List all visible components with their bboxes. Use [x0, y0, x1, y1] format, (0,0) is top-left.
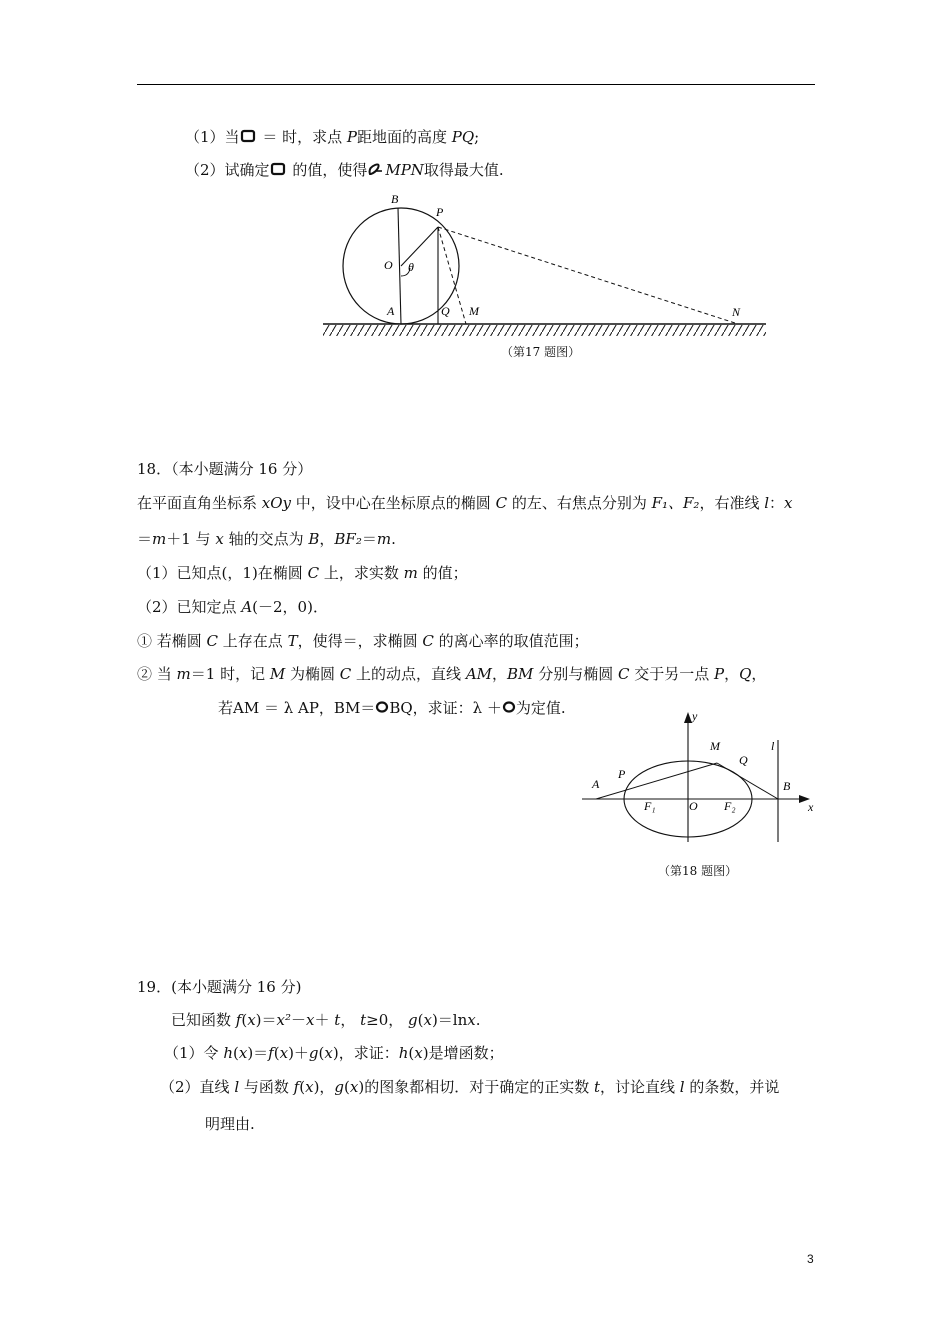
- figure-17-caption: （第17 题图）: [501, 345, 581, 359]
- label-M: M: [710, 739, 720, 753]
- q19-part2: （2）直线 l 与函数 f(x)，g(x)的图象都相切．对于确定的正实数 t，讨论直线 l 的条数，并说: [160, 1078, 780, 1096]
- line-MB: [717, 763, 778, 799]
- label-y: y: [692, 709, 698, 723]
- q18-header: 18．（本小题满分 16 分）: [137, 460, 313, 478]
- q18-sub2: ② 当 m＝1 时，记 M 为椭圆 C 上的动点，直线 AM，BM 分别与椭圆 C 交于另一点 P，Q，: [137, 665, 767, 683]
- label-O: O: [689, 799, 698, 813]
- label-A: A: [592, 777, 600, 791]
- label-Q: Q: [441, 304, 450, 318]
- label-F2: F₂: [724, 799, 736, 813]
- angle-symbol-icon: [367, 161, 385, 177]
- q18-sub1: ① 若椭圆 C 上存在点 T，使得＝，求椭圆 C 的离心率的取值范围；: [137, 632, 589, 650]
- q18-stem-line2: ＝m＋1 与 x 轴的交点为 B，BF₂＝m.: [137, 530, 396, 548]
- dashed-PN: [438, 227, 738, 324]
- theta-placeholder-icon: [240, 129, 258, 143]
- label-Q: Q: [739, 753, 748, 767]
- label-A: A: [387, 304, 395, 318]
- q18-part2: （2）已知定点 A(－2，0)．: [137, 598, 328, 616]
- line-AM: [596, 763, 717, 799]
- q19-stem: 已知函数 f(x)＝x²－x＋ t， t≥0， g(x)＝lnx.: [171, 1011, 481, 1029]
- y-axis-arrow: [684, 712, 692, 723]
- theta-placeholder-icon: [270, 162, 288, 176]
- label-M: M: [469, 304, 479, 318]
- label-B: B: [783, 779, 791, 793]
- page-number: 3: [807, 1252, 814, 1266]
- ground-hatch: [323, 325, 766, 336]
- q17-part1: （1）当 ＝ 时，求点 P距地面的高度 PQ;: [185, 128, 480, 146]
- q18-sub2-conclusion: 若AM ＝ λ AP，BM＝ BQ，求证：λ ＋ 为定值.: [218, 699, 566, 717]
- q19-part2-continued: 明理由.: [205, 1115, 255, 1133]
- q18-stem-line1: 在平面直角坐标系 xOy 中，设中心在坐标原点的椭圆 C 的左、右焦点分别为 F₁、F₂，右准线 l：x: [137, 494, 793, 512]
- q17-part2: （2）试确定 的值，使得 MPN取得最大值.: [185, 161, 504, 179]
- q19-header: 19．(本小题满分 16 分): [137, 978, 302, 996]
- diameter-BA: [398, 208, 401, 324]
- label-P: P: [618, 767, 626, 781]
- radius-OP: [401, 227, 438, 266]
- mu-placeholder-icon: [375, 700, 389, 714]
- q18-part1: （1）已知点(，1)在椭圆 C 上，求实数 m 的值；: [137, 564, 468, 582]
- label-P: P: [436, 205, 444, 219]
- mu-placeholder-icon: [502, 700, 516, 714]
- label-O: O: [384, 258, 393, 272]
- figure-17: [318, 188, 778, 368]
- label-theta: θ: [408, 260, 414, 274]
- label-B: B: [391, 192, 399, 206]
- label-l: l: [771, 739, 775, 753]
- label-x: x: [808, 800, 814, 814]
- label-F1: F₁: [644, 799, 656, 813]
- header-rule: [137, 84, 815, 85]
- label-N: N: [732, 305, 741, 319]
- figure-18: [578, 706, 818, 846]
- figure-18-caption: （第18 题图）: [658, 864, 738, 878]
- q19-part1: （1）令 h(x)＝f(x)＋g(x)，求证：h(x)是增函数；: [164, 1044, 504, 1062]
